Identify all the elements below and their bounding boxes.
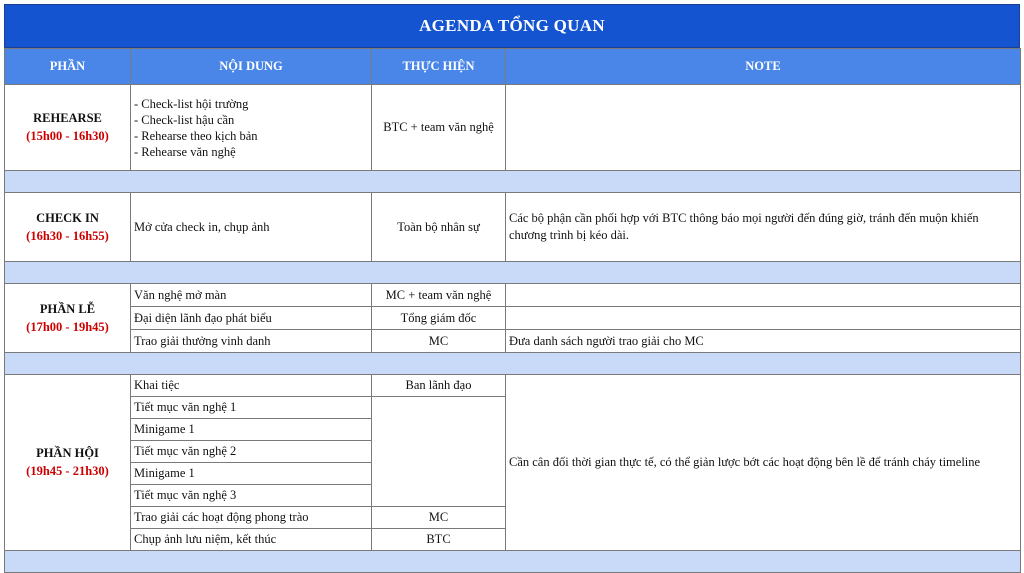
cell-phanhoi-item[interactable]: Khai tiệc <box>131 375 372 397</box>
header-noidung[interactable]: NỘI DUNG <box>131 49 372 85</box>
list-item: - Rehearse theo kịch bản <box>134 128 258 143</box>
cell-phanhoi-owner[interactable]: MC <box>372 507 506 529</box>
section-phanhoi[interactable] <box>5 375 131 551</box>
separator-row <box>5 262 1021 284</box>
section-checkin[interactable] <box>5 193 131 262</box>
table-row-phanhoi-1 <box>5 375 1021 397</box>
table-row-phanle-2 <box>5 307 1021 330</box>
section-phanle[interactable] <box>5 284 131 353</box>
list-item: - Rehearse văn nghệ <box>134 144 236 159</box>
header-thuchien[interactable]: THỰC HIỆN <box>372 49 506 85</box>
table-row-phanle-3 <box>5 330 1021 353</box>
cell-phanhoi-owner[interactable]: Ban lãnh đạo <box>372 375 506 397</box>
cell-phanhoi-item[interactable]: Chụp ảnh lưu niệm, kết thúc <box>131 529 372 551</box>
header-note[interactable]: NOTE <box>506 49 1021 85</box>
agenda-sheet <box>4 4 1020 573</box>
header-row <box>5 49 1021 85</box>
cell-phanhoi-owner[interactable]: BTC <box>372 529 506 551</box>
cell-phanhoi-item[interactable]: Trao giải các hoạt động phong trào <box>131 507 372 529</box>
cell-phanhoi-item[interactable]: Minigame 1 <box>131 463 372 485</box>
agenda-table <box>4 48 1021 573</box>
cell-phanhoi-item[interactable]: Tiết mục văn nghệ 1 <box>131 397 372 419</box>
cell-phanle-item[interactable]: Trao giải thưởng vinh danh <box>131 330 372 353</box>
cell-phanle-owner[interactable]: MC + team văn nghệ <box>372 284 506 307</box>
separator-row <box>5 551 1021 573</box>
cell-phanle-item[interactable]: Văn nghệ mở màn <box>131 284 372 307</box>
cell-phanle-owner[interactable]: MC <box>372 330 506 353</box>
cell-phanle-owner[interactable]: Tổng giám đốc <box>372 307 506 330</box>
cell-phanhoi-owner-empty[interactable] <box>372 397 506 507</box>
cell-rehearse-note[interactable] <box>506 85 1021 171</box>
section-time: (15h00 - 16h30) <box>26 129 109 143</box>
list-item: - Check-list hậu cần <box>134 112 235 127</box>
cell-rehearse-items[interactable] <box>131 85 372 171</box>
cell-phanhoi-note[interactable]: Cần cân đối thời gian thực tế, có thể giản lược bớt các hoạt động bên lề để tránh cháy timeline <box>506 375 1021 551</box>
cell-phanle-item[interactable]: Đại diện lãnh đạo phát biểu <box>131 307 372 330</box>
section-name: CHECK IN <box>36 210 99 225</box>
separator-row <box>5 171 1021 193</box>
section-time: (19h45 - 21h30) <box>26 464 109 478</box>
separator-row <box>5 353 1021 375</box>
cell-rehearse-owner[interactable]: BTC + team văn nghệ <box>372 85 506 171</box>
section-rehearse[interactable] <box>5 85 131 171</box>
table-row-checkin <box>5 193 1021 262</box>
cell-checkin-note[interactable]: Các bộ phận cần phối hợp với BTC thông báo mọi người đến đúng giờ, tránh đến muộn khiến chương trình bị kéo dài. <box>506 193 1021 262</box>
cell-phanhoi-item[interactable]: Tiết mục văn nghệ 2 <box>131 441 372 463</box>
cell-phanle-note[interactable] <box>506 307 1021 330</box>
sheet-title: AGENDA TỔNG QUAN <box>4 4 1020 48</box>
section-time: (17h00 - 19h45) <box>26 319 109 334</box>
section-name: PHẦN HỘI <box>36 446 99 460</box>
section-name: REHEARSE <box>33 111 102 125</box>
cell-phanle-note[interactable]: Đưa danh sách người trao giải cho MC <box>506 330 1021 353</box>
header-phan[interactable]: PHẦN <box>5 49 131 85</box>
cell-phanhoi-item[interactable]: Tiết mục văn nghệ 3 <box>131 485 372 507</box>
cell-checkin-owner[interactable]: Toàn bộ nhân sự <box>372 193 506 262</box>
table-row-phanle-1 <box>5 284 1021 307</box>
cell-phanhoi-item[interactable]: Minigame 1 <box>131 419 372 441</box>
cell-checkin-item[interactable]: Mở cửa check in, chụp ảnh <box>131 193 372 262</box>
table-row-rehearse <box>5 85 1021 171</box>
list-item: - Check-list hội trường <box>134 96 249 111</box>
cell-phanle-note[interactable] <box>506 284 1021 307</box>
section-time: (16h30 - 16h55) <box>26 228 109 243</box>
section-name: PHẦN LỄ <box>39 301 96 316</box>
